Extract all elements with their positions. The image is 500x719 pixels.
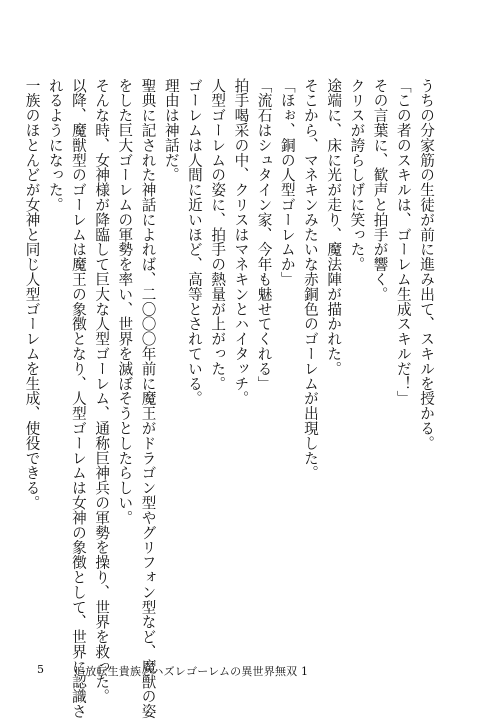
text-line: クリスが誇らしげに笑った。 xyxy=(348,78,366,272)
page-number: 5 xyxy=(37,663,44,676)
text-line: れるようになった。 xyxy=(46,78,64,213)
text-line: 途端に、床に光が走り、魔法陣が描かれた。 xyxy=(325,78,343,376)
text-line: 「ほぉ、銅の人型ゴーレムか」 xyxy=(278,78,296,287)
text-line: 聖典に記された神話によれば、二〇〇〇年前に魔王がドラゴン型やグリフォン型など、魔獣の姿 xyxy=(139,78,157,719)
text-line: 拍手喝采の中、クリスはマネキンとハイタッチ。 xyxy=(232,78,250,406)
text-line: 理由は神話だ。 xyxy=(162,78,180,183)
text-line: ゴーレムは人間に近いほど、高等とされている。 xyxy=(185,78,203,406)
running-title: 追放転生貴族とハズレゴーレムの異世界無双 1 xyxy=(74,665,309,678)
text-line: 以降、魔獣型のゴーレムは魔王の象徴となり、人型ゴーレムは女神の象徴として、世界に認識さ xyxy=(69,78,87,719)
text-line: うちの分家筋の生徒が前に進み出て、スキルを授かる。 xyxy=(418,78,435,451)
text-line: 「流石はシュタイン家、今年も魅せてくれる」 xyxy=(255,78,273,391)
text-line: そこから、マネキンみたいな赤銅色のゴーレムが出現した。 xyxy=(301,78,319,481)
text-line: 一族のほとんどが女神と同じ人型ゴーレムを生成、使役できる。 xyxy=(23,78,41,511)
text-line: そんな時、女神様が降臨して巨大な人型ゴーレム、通称巨神兵の軍勢を操り、世界を救った。 xyxy=(93,78,111,704)
text-line: 「この者のスキルは、ゴーレム生成スキルだ！」 xyxy=(394,78,412,406)
text-line: 人型ゴーレムの姿に、拍手の熱量が上がった。 xyxy=(209,78,227,391)
text-line: をした巨大ゴーレムの軍勢を率い、世界を滅ぼそうとしたらしい。 xyxy=(116,78,134,525)
text-line: その言葉に、歓声と拍手が響く。 xyxy=(371,78,389,302)
